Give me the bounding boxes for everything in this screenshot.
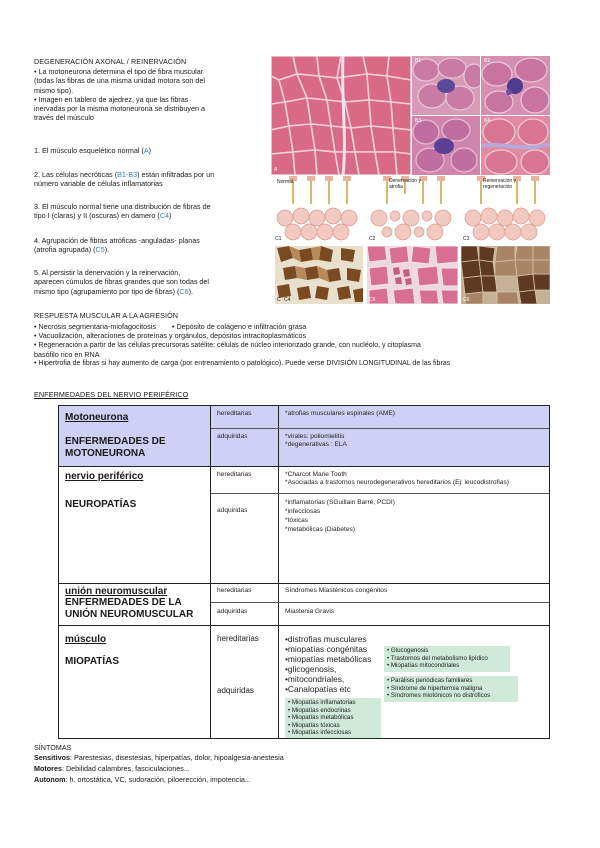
panel-a-normal-muscle	[271, 56, 411, 175]
acquired-item: *metabólicas (Diabetes)	[285, 526, 355, 533]
acquired-item: *infecciosas	[285, 508, 321, 515]
acquired-label: adquiridas	[217, 686, 254, 695]
hereditary-item: *Charcot Marie Tooth	[285, 471, 347, 478]
response-line: basófilo rico en RNA	[34, 349, 100, 359]
acquired-label: adquiridas	[217, 507, 248, 514]
row-name: unión neuromuscular	[65, 586, 168, 597]
label-c4: C4	[284, 297, 291, 303]
item-1: 1. El músculo esquelético normal (A)	[34, 146, 152, 155]
label-b1: B1	[415, 58, 422, 64]
item-2: 2. Las células necróticas (B1-B3) están infiltradas por un número variable de células inflamatorias	[34, 170, 215, 189]
intro-line: • Imagen en tablero de ajedrez, ya que las fibras	[34, 94, 189, 104]
table-row-nervio	[59, 466, 549, 583]
panel-b3	[412, 116, 480, 175]
panel-b1	[412, 56, 480, 115]
item-3: 3. El músculo normal tiene una distribución de fibras de tipo I (claras) y II (oscuras) en damero (C4)	[34, 202, 211, 221]
symptoms-autonomic: Autonom: h. ortostática, VC, sudoración, piloerección, impotencia...	[34, 775, 251, 784]
label-b2: B2	[484, 58, 491, 64]
row-group: MIOPATÍAS	[65, 656, 120, 667]
muscle-list-item: •miopatías metabólicas	[285, 654, 372, 664]
panel-c4	[275, 246, 363, 304]
label-a: A	[274, 167, 278, 173]
intro-line: inervadas por la misma motoneurona se distribuyen a	[34, 104, 205, 114]
hereditary-item: *Asociadas a trastornos neurodegenerativos hereditarios (Ej: leucodistrofias)	[285, 479, 509, 486]
panel-c5	[367, 246, 458, 304]
symptoms-motor: Motores: Debilidad calambres, fasciculaciones...	[34, 764, 190, 773]
response-line: • Hipertrofia de fibras si hay aumento de carga (por entrenamiento o patológico). Puede verse DIVISIÓN LONGITUDINAL de las fibras	[34, 360, 451, 368]
hereditary-label: hereditarias	[217, 587, 252, 594]
intro-line: • La motoneurona determina el tipo de fibra muscular	[34, 67, 204, 76]
caption-normal: Normal	[277, 179, 294, 185]
label-b3: B3	[415, 118, 422, 124]
channelopathy-box: • Parálisis periódicas familiares • Síndrome de hipertermia maligna • Síndromes miotónicos no distróficos	[384, 676, 518, 702]
panel-b4	[481, 116, 550, 175]
metabolic-box: • Glucogenosis • Trastornos del metabolismo lipídico • Miopatías mitocondriales	[384, 646, 510, 672]
panel-c6	[461, 246, 550, 304]
hereditary-item: Síndromes Miasténicos congénitos	[285, 587, 388, 594]
label-c6: C6	[463, 297, 470, 303]
symptoms-sensitive: Sensitivos: Parestesias, disestesias, hiperpatías, dolor, hipoalgesia-anestesia	[34, 753, 284, 762]
caption-denervation: Denervación y atrofia	[389, 178, 421, 190]
hereditary-label: hereditarias	[217, 471, 252, 478]
table-row-motoneurona	[59, 406, 549, 466]
label-c-corner: C	[277, 297, 281, 303]
caption-reinnervation: Reinervación y regeneración	[483, 178, 517, 190]
disease-table	[58, 405, 550, 739]
item-4: 4. Agrupación de fibras atróficas -anguladas- planas (atrofia agrupada) (C5).	[34, 236, 200, 255]
muscle-list-item: •miopatías congénitas	[285, 644, 368, 654]
section-title-response: RESPUESTA MUSCULAR A LA AGRESIÓN	[34, 311, 179, 320]
acquired-item: *inflamatorias (SGuillain Barré, PCDI)	[285, 499, 395, 506]
label-c3: C3	[463, 236, 470, 242]
section-title-peripheral: ENFERMEDADES DEL NERVIO PERIFÉRICO	[34, 390, 189, 399]
acquired-item: *degenerativas : ELA	[285, 441, 347, 448]
table-row-musculo	[59, 625, 549, 738]
row-divider	[211, 493, 549, 494]
response-line: • Necrosis segmentaria-miofagocitosis • Depósito de colágeno e infiltración grasa	[34, 322, 307, 331]
hereditary-item: *atrofias musculares espinales (AME)	[285, 410, 395, 417]
row-group: NEUROPATÍAS	[65, 499, 137, 510]
acquired-myopathy-box: • Miopatías inflamatorias • Miopatías endocrinas • Miopatías metabólicas • Miopatías tóxicas • Miopatías infecciosas	[285, 698, 381, 738]
intro-line: través del músculo	[34, 113, 94, 123]
acquired-label: adquiridas	[217, 433, 248, 440]
item-5: 5. Al persistir la denervación y la reinervación, aparecen cúmulos de fibras grandes que son todas del mismo tipo (agrupamiento por tipo de fibras) (C6).	[34, 268, 210, 296]
symptoms-title: SÍNTOMAS	[34, 743, 72, 752]
hereditary-label: hereditarias	[217, 634, 259, 643]
response-line: • Regeneración a partir de las células precursoras satélite: células de núcleo interiorizado grande, con nucléolo, y citoplasma	[34, 341, 421, 349]
row-group-line: ENFERMEDADES DE LA	[65, 597, 182, 608]
row-divider	[211, 602, 549, 603]
row-group: ENFERMEDADES DE MOTONEURONA	[65, 436, 166, 459]
muscle-list-item: •Canalopatías etc	[285, 684, 351, 694]
label-c5: C5	[369, 297, 376, 303]
label-b4: B4	[484, 118, 491, 124]
histology-figure	[271, 56, 550, 304]
label-c1: C1	[275, 236, 282, 242]
acquired-item: *tóxicas	[285, 517, 309, 524]
acquired-item: *virales: poliomielitis	[285, 433, 345, 440]
intro-line: mismo tipo).	[34, 85, 74, 95]
panel-c-diagrams	[271, 176, 550, 245]
row-name: músculo	[65, 634, 107, 645]
row-name: nervio periférico	[65, 471, 144, 482]
diagram-normal	[277, 176, 357, 240]
row-divider	[211, 428, 549, 429]
hereditary-label: hereditarias	[217, 410, 252, 417]
muscle-list-item: •mitocondriales,	[285, 674, 345, 684]
table-row-union	[59, 583, 549, 625]
response-line: • Vacuolización, alteraciones de proteínas y orgánulos, depósitos intracitoplasmáticos	[34, 331, 307, 341]
intro-bullets	[34, 67, 205, 123]
muscle-list-item: •distrofias musculares	[285, 634, 367, 644]
row-name: Motoneurona	[65, 412, 129, 423]
response-list	[34, 322, 450, 368]
acquired-label: adquiridas	[217, 608, 248, 615]
panel-b2	[481, 56, 550, 115]
muscle-list-item: •glicogenosis,	[285, 664, 337, 674]
label-c2: C2	[369, 236, 376, 242]
row-group-line: UNIÓN NEUROMUSCULAR	[65, 609, 194, 620]
acquired-item: Miastenia Gravis	[285, 608, 335, 615]
intro-line: (todas las fibras de una misma unidad motora son del	[34, 76, 205, 86]
section-title-degeneration: DEGENERACIÓN AXONAL / REINERVACIÓN	[34, 57, 187, 66]
